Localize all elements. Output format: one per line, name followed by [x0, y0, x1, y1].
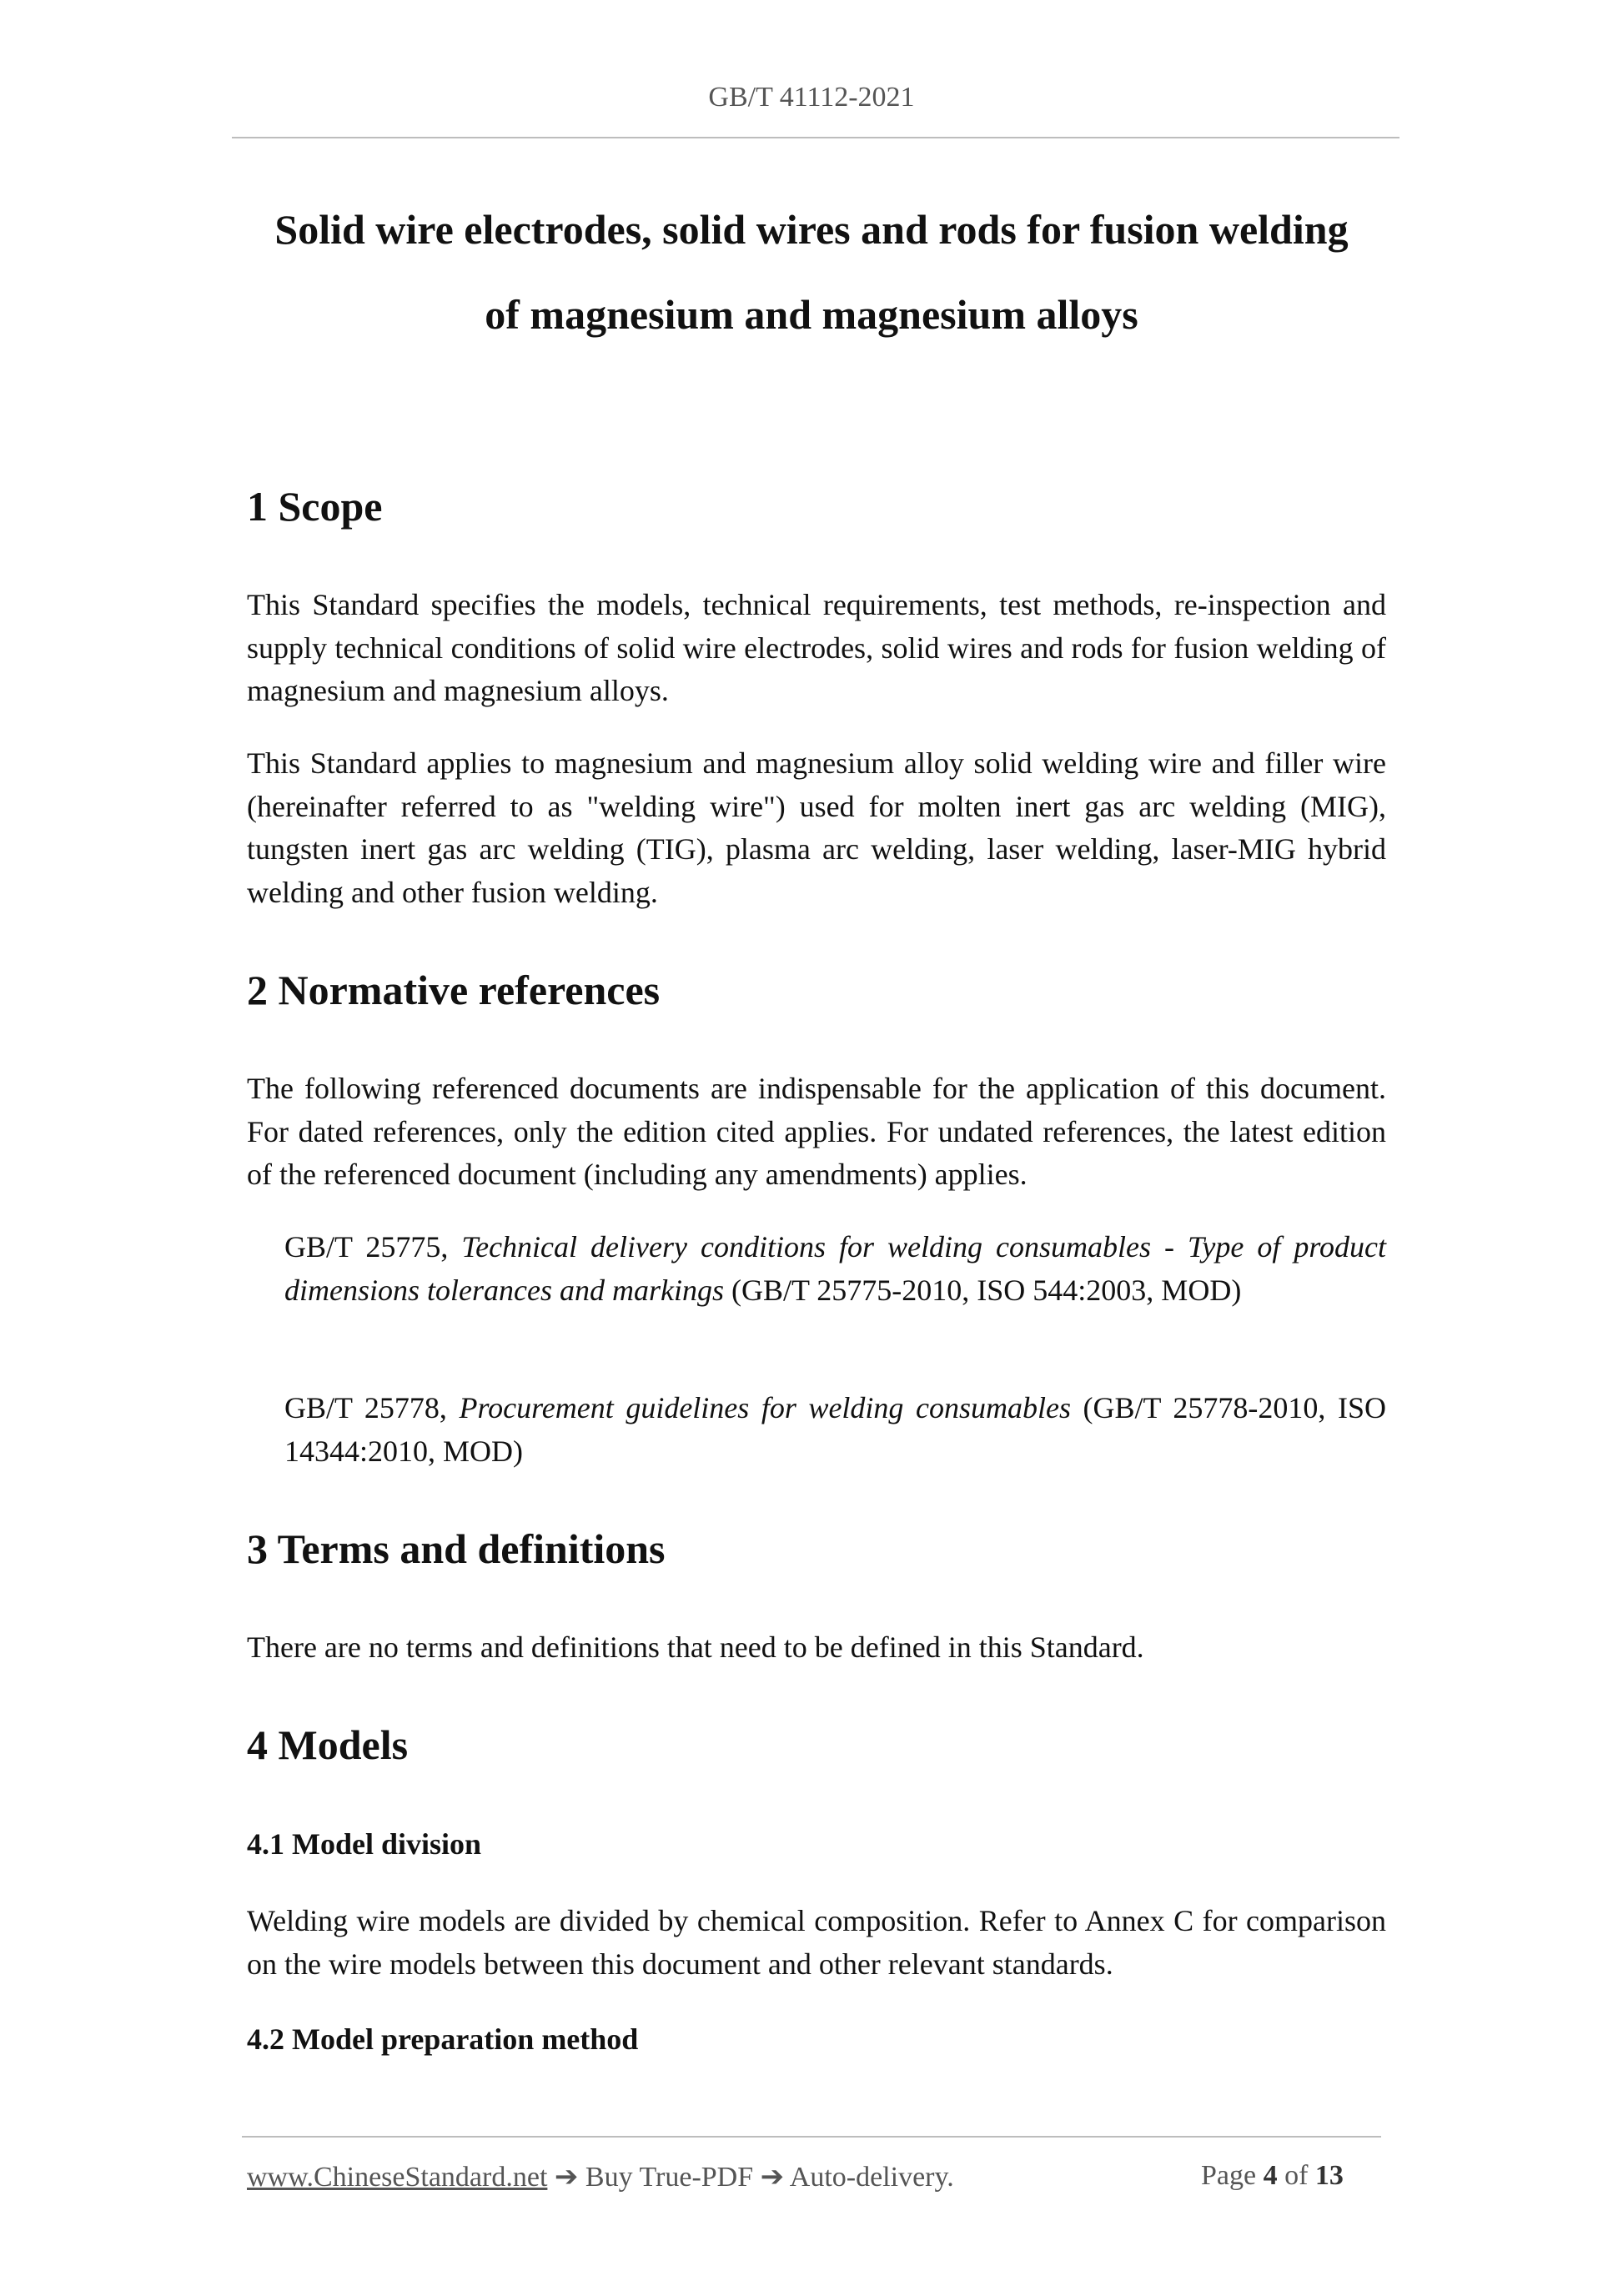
- normative-paragraph: The following referenced documents are indispensable for the application of this document. For dated references, only the edition cited applies. For undated references, the latest edition of the referenced document (including any amendments) applies.: [247, 1072, 1386, 1191]
- header-divider: [232, 137, 1399, 138]
- page-current: 4: [1263, 2160, 1278, 2191]
- reference-title: Technical delivery conditions for welding consumables - Type of product dimensions tolerances and markings: [284, 1230, 1386, 1307]
- auto-delivery-text: Auto-delivery.: [789, 2162, 954, 2193]
- arrow-right-icon: ➔: [753, 2162, 790, 2193]
- heading-normative-references: 2 Normative references: [247, 967, 661, 1013]
- heading-scope: 1 Scope: [247, 483, 383, 530]
- model-division-paragraph: Welding wire models are divided by chemical composition. Refer to Annex C for comparison on the wire models between this document and other relevant standards.: [247, 1904, 1386, 1981]
- heading-models: 4 Models: [247, 1721, 409, 1768]
- heading-model-preparation: 4.2 Model preparation method: [247, 2022, 639, 2056]
- heading-terms-definitions: 3 Terms and definitions: [247, 1525, 666, 1572]
- document-title-line-2: of magnesium and magnesium alloys: [485, 291, 1138, 338]
- reference-title: Procurement guidelines for welding consumables: [459, 1391, 1071, 1424]
- terms-paragraph: There are no terms and definitions that need to be defined in this Standard.: [247, 1630, 1144, 1664]
- page-total: 13: [1314, 2160, 1344, 2191]
- header-standard-code: GB/T 41112-2021: [708, 82, 915, 113]
- reference-note: (GB/T 25778-2010, ISO 14344:2010, MOD): [284, 1391, 1386, 1468]
- page-number: [1201, 2160, 1344, 2192]
- reference-gbt-25775: [284, 1226, 1386, 1312]
- page-of: of: [1284, 2160, 1309, 2191]
- reference-code: GB/T 25778,: [284, 1391, 460, 1424]
- scope-paragraph-2: This Standard applies to magnesium and magnesium alloy solid welding wire and filler wire (hereinafter referred to as "welding wire") used for molten inert gas arc welding (MIG), tungsten inert gas arc welding (TIG), plasma arc welding, laser welding, laser-MIG hybrid welding and other fusion welding.: [247, 746, 1386, 909]
- footer-promo: [247, 2160, 954, 2193]
- reference-code: GB/T 25775,: [284, 1230, 462, 1264]
- document-title-line-1: Solid wire electrodes, solid wires and rods for fusion welding: [274, 206, 1349, 253]
- footer-divider: [242, 2136, 1381, 2138]
- page-label: Page: [1201, 2160, 1257, 2191]
- scope-paragraph-1: This Standard specifies the models, technical requirements, test methods, re-inspection and supply technical conditions of solid wire electrodes, solid wires and rods for fusion welding of magnesium and magnesium alloys.: [247, 588, 1386, 707]
- reference-note: (GB/T 25775-2010, ISO 544:2003, MOD): [723, 1273, 1242, 1307]
- heading-model-division: 4.1 Model division: [247, 1827, 482, 1861]
- arrow-right-icon: ➔: [547, 2162, 585, 2193]
- document-title: [167, 187, 1456, 357]
- buy-pdf-text: Buy True-PDF: [585, 2162, 754, 2193]
- reference-gbt-25778: [284, 1387, 1386, 1473]
- website-link[interactable]: www.ChineseStandard.net: [247, 2162, 548, 2193]
